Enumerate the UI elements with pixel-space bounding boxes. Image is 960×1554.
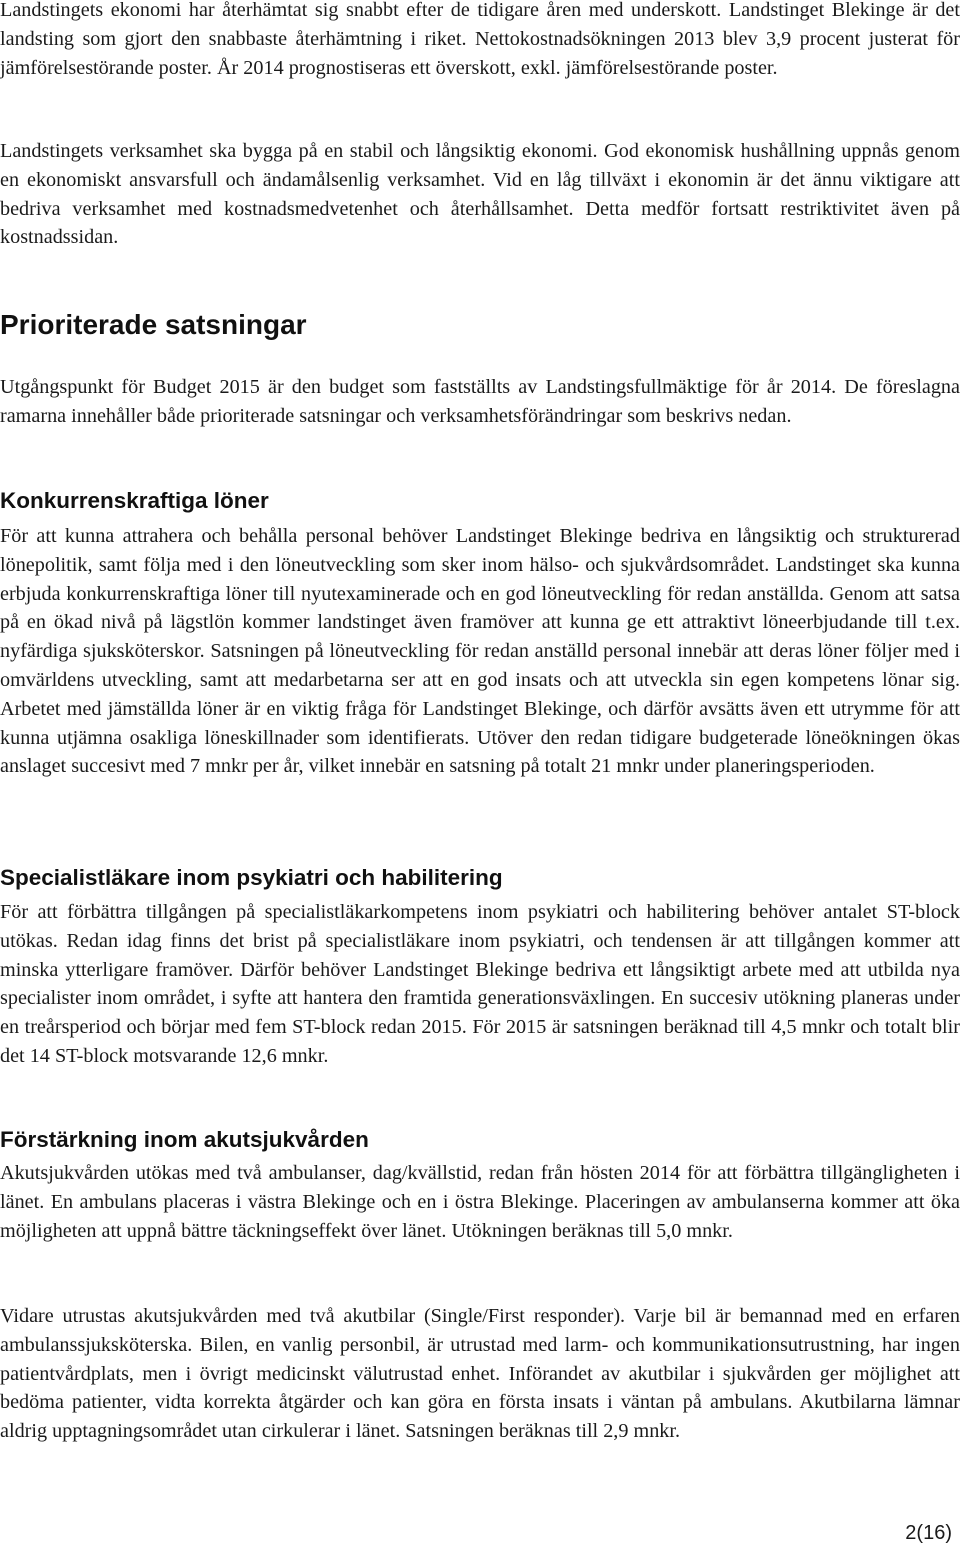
akut-paragraph-2: Vidare utrustas akutsjukvården med två akutbilar (Single/First responder). Varje bil är bemannad med en erfaren ambulanssjuksköterska. Bilen, en vanlig personbil, är utrustad med larm- och kommunikationsutrustning, har ingen patientvårdplats, men i övrigt medicinskt välutrustad enhet. Införandet av akutbilar i sjukvården ger möjlighet att bedöma patienter, vidta korrekta åtgärder och kan göra en första insats i väntan på ambulans. Akutbilarna lämnar aldrig upptagningsområdet utan cirkulerar i länet. Satsningen beräknas till 2,9 mnkr. [0, 1305, 960, 1443]
specialist-paragraph: För att förbättra tillgången på specialistläkarkompetens inom psykiatri och habilitering behöver antalet ST-block utökas. Redan idag finns det brist på specialistläkare inom psykiatri, och tendensen är att tillgången kommer att minska ytterligare framöver. Därför behöver Landstinget Blekinge bedriva ett långsiktigt arbete med att utbilda nya specialister inom området, i syfte att hantera den framtida generationsväxlingen. En succesiv utökning planeras under en treårsperiod och börjar med fem ST-block redan 2015. För 2015 är satsningen beräknad till 4,5 mnkr och totalt blir det 14 ST-block motsvarande 12,6 mnkr. [0, 901, 960, 1067]
intro-paragraph-2: Landstingets verksamhet ska bygga på en stabil och långsiktig ekonomi. God ekonomisk hushållning uppnås genom en ekonomiskt ansvarsfull och ändamålsenlig verksamhet. Vid en låg tillväxt i ekonomin är det ännu viktigare att bedriva verksamhet med kostnadsmedvetenhet och återhållsamhet. Detta medför fortsatt restriktivitet även på kostnadssidan. [0, 140, 960, 249]
section-heading-akut: Förstärkning inom akutsjukvården [0, 1127, 369, 1152]
page-number: 2(16) [905, 1522, 952, 1544]
prioriterade-paragraph: Utgångspunkt för Budget 2015 är den budget som fastställts av Landstingsfullmäktige för år 2014. De föreslagna ramarna innehåller både prioriterade satsningar och verksamhetsförändringar som beskrivs nedan. [0, 376, 960, 427]
loner-paragraph: För att kunna attrahera och behålla personal behöver Landstinget Blekinge bedriva en långsiktig och strukturerad lönepolitik, samt följa med i den löneutveckling som sker inom hälso- och sjukvårdsområdet. Landstinget ska kunna erbjuda konkurrenskraftiga löner till nyutexaminerade och en god löneutveckling för redan anställda. Genom att satsa på en ökad nivå på lägstlön kommer landstinget även framöver att kunna ge ett attraktivt löneerbjudande till t.ex. nyfärdiga sjuksköterskor. Satsningen på löneutveckling för redan anställd personal innebär att deras löner följer med i omvärldens utveckling, samt att medarbetarna ser att en god insats och att utveckla sin egen kompetens lönar sig. Arbetet med jämställda löner är en viktig fråga för Landstinget Blekinge, och därför avsätts även ett utrymme för att kunna utjämna osakliga löneskillnader som identifierats. Utöver den redan tidigare budgeterade löneökningen ökas anslaget succesivt med 7 mnkr per år, vilket innebär en satsning på totalt 21 mnkr under planeringsperioden. [0, 525, 960, 778]
section-heading-loner: Konkurrenskraftiga löner [0, 488, 269, 513]
intro-paragraph-1: Landstingets ekonomi har återhämtat sig snabbt efter de tidigare åren med underskott. Landstinget Blekinge är det landsting som gjort den snabbaste återhämtning i riket. Nettokostnadsökningen 2013 blev 3,9 procent justerat för jämförelsestörande poster. År 2014 prognostiseras ett överskott, exkl. jämförelsestörande poster. [0, 0, 960, 79]
akut-paragraph-1: Akutsjukvården utökas med två ambulanser, dag/kvällstid, redan från hösten 2014 för att förbättra tillgängligheten i länet. En ambulans placeras i västra Blekinge och en i östra Blekinge. Placeringen av ambulanserna kommer att öka möjligheten att uppnå bättre täckningseffekt över länet. Utökningen beräknas till 5,0 mnkr. [0, 1162, 960, 1242]
section-heading-specialist: Specialistläkare inom psykiatri och habilitering [0, 865, 503, 890]
section-heading-prioriterade: Prioriterade satsningar [0, 309, 307, 340]
